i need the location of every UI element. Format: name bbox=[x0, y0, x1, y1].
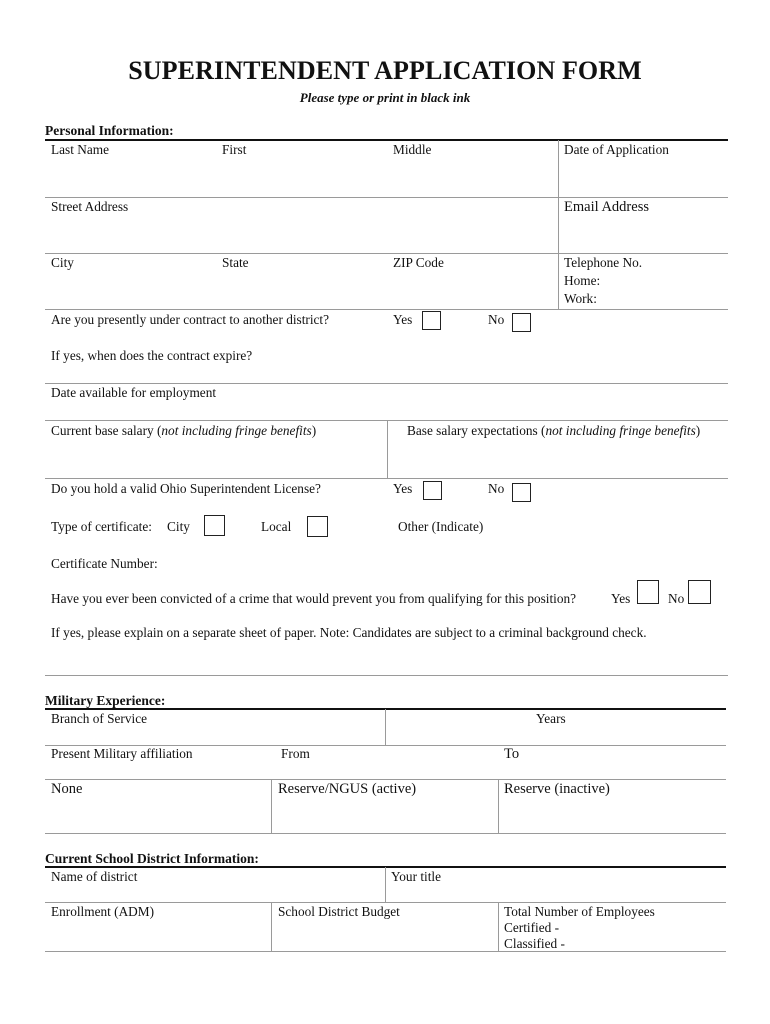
personal-heading-rule bbox=[45, 139, 728, 141]
row-divider bbox=[45, 197, 728, 198]
telephone-label: Telephone No. bbox=[564, 255, 643, 270]
divider bbox=[385, 867, 386, 902]
crime-no-label: No bbox=[668, 591, 685, 606]
cert-local-checkbox[interactable] bbox=[307, 516, 328, 537]
enrollment-label: Enrollment (ADM) bbox=[51, 904, 155, 919]
cert-city-checkbox[interactable] bbox=[204, 515, 225, 536]
cert-local-label: Local bbox=[261, 519, 292, 534]
contract-question: Are you presently under contract to another district? bbox=[51, 312, 330, 327]
divider bbox=[271, 902, 272, 951]
crime-question: Have you ever been convicted of a crime that would prevent you from qualifying for this position? bbox=[51, 591, 577, 606]
row-divider bbox=[45, 779, 726, 780]
contract-yes-label: Yes bbox=[393, 312, 413, 327]
cert-other-label: Other (Indicate) bbox=[398, 519, 484, 534]
to-label: To bbox=[504, 746, 520, 762]
home-phone-label: Home: bbox=[564, 273, 601, 288]
street-address-label: Street Address bbox=[51, 199, 129, 214]
divider bbox=[498, 779, 499, 833]
work-phone-label: Work: bbox=[564, 291, 597, 306]
divider bbox=[385, 709, 386, 745]
row-divider bbox=[45, 675, 728, 676]
personal-info-heading: Personal Information: bbox=[45, 123, 174, 138]
first-name-label: First bbox=[222, 142, 247, 157]
from-label: From bbox=[281, 746, 310, 761]
date-available-label: Date available for employment bbox=[51, 385, 217, 400]
email-address-label: Email Address bbox=[564, 199, 649, 215]
license-yes-checkbox[interactable] bbox=[423, 481, 442, 500]
contract-expire-label: If yes, when does the contract expire? bbox=[51, 348, 253, 363]
row-divider bbox=[45, 383, 728, 384]
cert-city-label: City bbox=[167, 519, 190, 534]
row-divider bbox=[45, 902, 726, 903]
certificate-type-label: Type of certificate: bbox=[51, 519, 152, 534]
license-yes-label: Yes bbox=[393, 481, 413, 496]
certified-employees-label: Certified - bbox=[504, 920, 560, 935]
crime-no-checkbox[interactable] bbox=[688, 580, 711, 604]
reserve-inactive-label: Reserve (inactive) bbox=[504, 781, 610, 797]
crime-yes-label: Yes bbox=[611, 591, 631, 606]
classified-employees-label: Classified - bbox=[504, 936, 565, 951]
license-no-checkbox[interactable] bbox=[512, 483, 531, 502]
current-salary-label: Current base salary (not including fringe benefits) bbox=[51, 423, 317, 438]
reserve-active-label: Reserve/NGUS (active) bbox=[278, 781, 417, 797]
your-title-label: Your title bbox=[391, 869, 441, 884]
years-label: Years bbox=[536, 711, 566, 726]
row-divider bbox=[45, 309, 728, 310]
last-name-label: Last Name bbox=[51, 142, 109, 157]
city-label: City bbox=[51, 255, 74, 270]
state-label: State bbox=[222, 255, 249, 270]
district-heading: Current School District Information: bbox=[45, 851, 259, 866]
divider bbox=[558, 140, 559, 197]
date-of-application-label: Date of Application bbox=[564, 142, 669, 157]
row-divider bbox=[45, 833, 726, 834]
certificate-number-label: Certificate Number: bbox=[51, 556, 158, 571]
divider bbox=[558, 197, 559, 253]
district-name-label: Name of district bbox=[51, 869, 138, 884]
district-budget-label: School District Budget bbox=[278, 904, 400, 919]
divider bbox=[271, 779, 272, 833]
crime-explanation-note: If yes, please explain on a separate sheet of paper. Note: Candidates are subject to a criminal background check. bbox=[51, 625, 647, 640]
row-divider bbox=[45, 951, 726, 952]
contract-yes-checkbox[interactable] bbox=[422, 311, 441, 330]
row-divider bbox=[45, 478, 728, 479]
zip-code-label: ZIP Code bbox=[393, 255, 444, 270]
divider bbox=[498, 902, 499, 951]
contract-no-checkbox[interactable] bbox=[512, 313, 531, 332]
military-affiliation-label: Present Military affiliation bbox=[51, 746, 193, 761]
military-heading: Military Experience: bbox=[45, 693, 166, 708]
divider bbox=[387, 420, 388, 478]
middle-name-label: Middle bbox=[393, 142, 432, 157]
row-divider bbox=[45, 253, 728, 254]
salary-expectations-label: Base salary expectations (not including fringe benefits) bbox=[407, 423, 701, 438]
total-employees-label: Total Number of Employees bbox=[504, 904, 655, 919]
crime-yes-checkbox[interactable] bbox=[637, 580, 659, 604]
divider bbox=[558, 253, 559, 309]
form-title: SUPERINTENDENT APPLICATION FORM bbox=[128, 56, 642, 85]
none-option-label: None bbox=[51, 781, 83, 797]
license-question: Do you hold a valid Ohio Superintendent License? bbox=[51, 481, 321, 496]
branch-of-service-label: Branch of Service bbox=[51, 711, 147, 726]
form-subtitle: Please type or print in black ink bbox=[299, 90, 471, 105]
contract-no-label: No bbox=[488, 312, 505, 327]
license-no-label: No bbox=[488, 481, 505, 496]
